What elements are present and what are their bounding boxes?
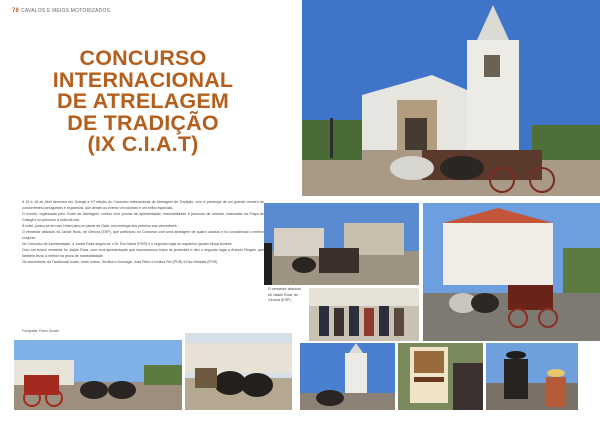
title-line: CONCURSO	[79, 46, 207, 70]
photo-caption	[268, 287, 304, 304]
title-line: DE TRADIÇÃO	[67, 110, 219, 135]
caption-text: O vencedor absoluto foi Jackie Ross, de Gerona (ESP).	[268, 287, 302, 302]
coachman-photo	[486, 343, 578, 410]
street-parade-photo	[264, 203, 419, 285]
body-paragraph: No Concurso de Apresentação, a Jackie Ross seguiu-se o Dr. Rui Gama (POR) e o segundo lugar ao espanhol Ignacio Moya Alvarez.	[22, 242, 233, 246]
red-carriage-photo	[14, 340, 182, 410]
page-number: 76	[12, 8, 20, 14]
church-tower-photo	[300, 343, 395, 410]
body-paragraph: O vencedor absoluto foi Jackie Ross, de Gerona (ESP), que participou no Concurso com uma atrelagem de quatro cavalos e foi considerado o melhor conjunto.	[22, 230, 264, 240]
awards-ceremony-photo	[309, 288, 419, 341]
body-paragraph: À noite, juntou-se em seu Hotel para um jantar de Gala, com entrega dos prémios aos vencedores.	[22, 224, 178, 228]
article-body	[22, 199, 264, 265]
poster-photo	[398, 343, 483, 410]
title-line: INTERNACIONAL	[52, 67, 234, 92]
body-paragraph: Os vencedores da Tradicional foram, entre outros, Sevilha e Gonzaga, José Pinto e Irmãos Rei (POR) e Dez Almeida (POR).	[22, 260, 219, 264]
title-line: (IX C.I.A.T)	[87, 132, 199, 156]
page-header	[12, 8, 110, 14]
title-line: DE ATRELAGEM	[56, 89, 229, 113]
dark-horses-photo	[185, 333, 292, 410]
church-carriage-photo	[302, 0, 600, 196]
article-title	[18, 48, 268, 156]
photo-credit: Fotografia: Paulo Duarte	[22, 329, 59, 333]
body-paragraph: Com um tronco vencedor foi Jackie Ross, com uma apresentação que impressionou todos os presentes e deu o segundo lugar a Antonio Regato, que também levou a melhor na prova de maneabilidade.	[22, 248, 264, 258]
section-name: CAVALOS E MEIOS MOTORIZADOS	[21, 8, 111, 14]
body-paragraph: A 15 e 16 de Abril decorreu em Golegã a 9.ª edição do Concurso Internacional de Atrelagem de Tradição, com a presença de um grande número de concorrentes portugueses e espanhóis, que deram ao evento um colorido e um brilho especiais.	[22, 200, 264, 210]
body-paragraph: O evento, organizado pelo Clube de Atrelagem, contou com provas de apresentação, maneabilidade e percurso de estrada, realizadas na Praça de Golegã e no percurso à volta da vila.	[22, 212, 264, 222]
four-horse-carriage-photo	[423, 203, 600, 341]
